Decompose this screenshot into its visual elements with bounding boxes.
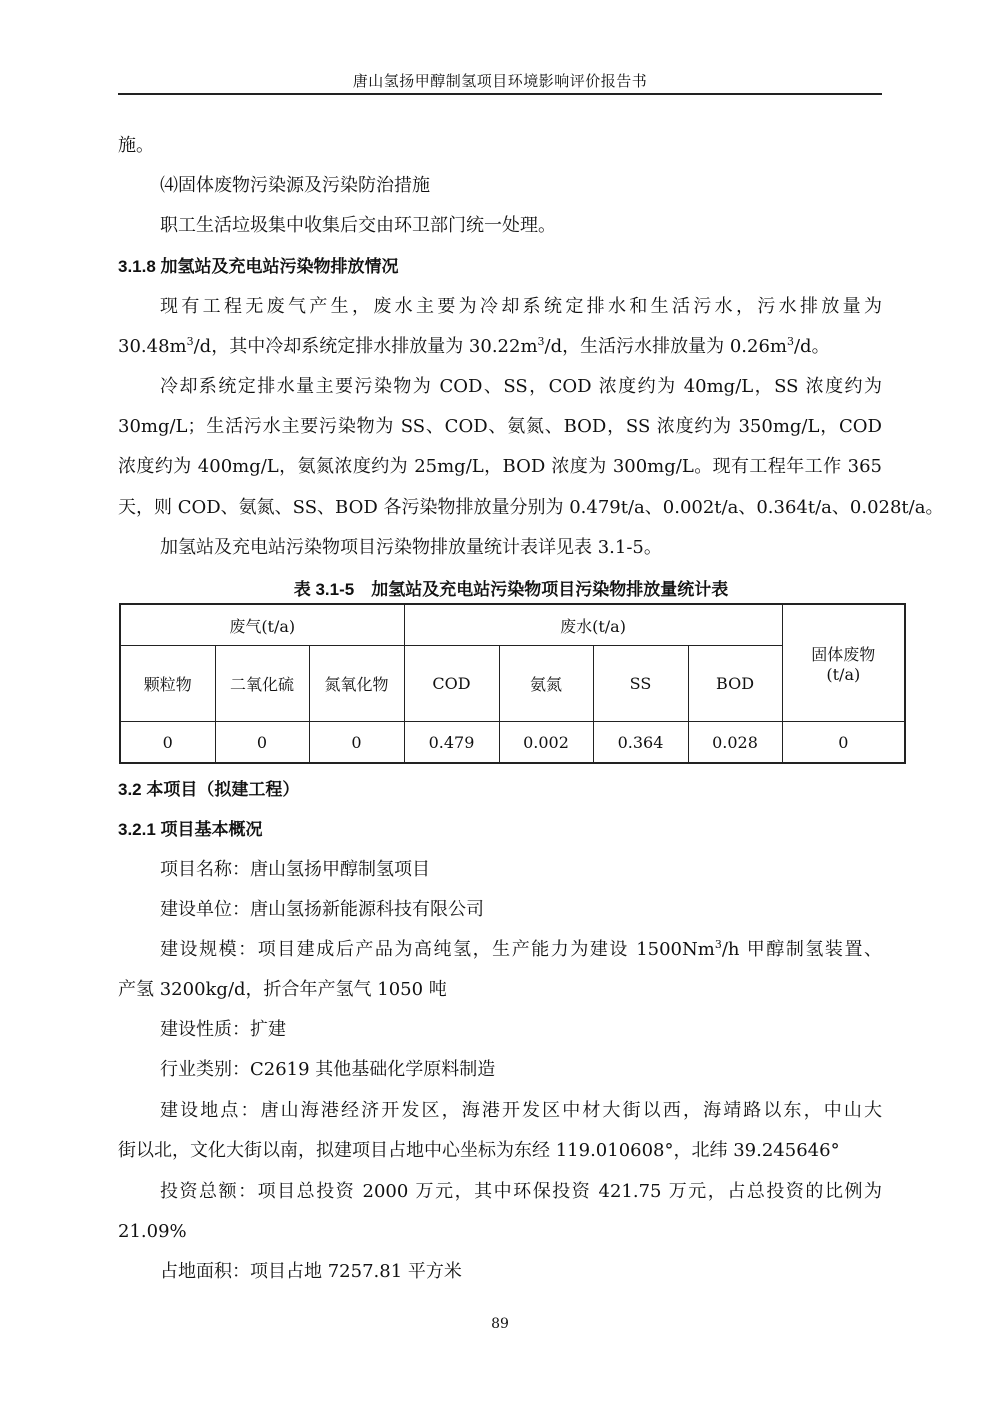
emissions-table bbox=[119, 603, 906, 764]
solid-waste-subtitle: ⑷固体废物污染源及污染防治措施 bbox=[160, 175, 430, 196]
section-heading-3-1-8: 3.1.8 加氢站及充电站污染物排放情况 bbox=[118, 257, 399, 276]
info-industry: 行业类别：C2619 其他基础化学原料制造 bbox=[160, 1059, 496, 1080]
superscript-3: 3 bbox=[786, 335, 794, 348]
section-heading-3-2-1: 3.2.1 项目基本概况 bbox=[118, 820, 263, 839]
info-investment-line1: 投资总额：项目总投资 2000 万元，其中环保投资 421.75 万元，占总投资的比例为 bbox=[160, 1181, 882, 1202]
info-area: 占地面积：项目占地 7257.81 平方米 bbox=[160, 1261, 462, 1282]
page-number: 89 bbox=[491, 1316, 509, 1332]
info-site-line1: 建设地点：唐山海港经济开发区，海港开发区中材大街以西，海靖路以东，中山大 bbox=[160, 1100, 882, 1121]
solid-label-line1: 固体废物 bbox=[811, 645, 876, 664]
col-header: SS bbox=[593, 646, 688, 722]
para2-line1: 冷却系统定排水量主要污染物为 COD、SS，COD 浓度约为 40mg/L，SS 浓度约为 bbox=[160, 376, 882, 397]
info-nature: 建设性质：扩建 bbox=[160, 1019, 286, 1040]
scale-seg-b: /h 甲醇制氢装置、 bbox=[721, 939, 882, 960]
para1-line2 bbox=[118, 335, 882, 359]
table-cell: 0.364 bbox=[593, 722, 688, 764]
section-heading-3-2: 3.2 本项目（拟建工程） bbox=[118, 780, 300, 799]
scale-seg-a: 建设规模：项目建成后产品为高纯氢，生产能力为建设 1500Nm bbox=[160, 939, 715, 960]
col-header: 颗粒物 bbox=[120, 646, 215, 722]
header-cell-solid bbox=[782, 604, 905, 722]
table-cell: 0 bbox=[215, 722, 309, 764]
info-investment-line2: 21.09% bbox=[118, 1221, 187, 1242]
table-row bbox=[120, 722, 905, 764]
superscript-3: 3 bbox=[714, 938, 722, 951]
col-header: 氮氧化物 bbox=[309, 646, 404, 722]
table-cell: 0.479 bbox=[404, 722, 499, 764]
para2-line2: 30mg/L；生活污水主要污染物为 SS、COD、氨氮、BOD，SS 浓度约为 350mg/L，COD bbox=[118, 416, 882, 437]
solid-waste-text: 职工生活垃圾集中收集后交由环卫部门统一处理。 bbox=[160, 215, 556, 236]
header-cell-water: 废水(t/a) bbox=[404, 604, 782, 646]
col-header: 二氧化硫 bbox=[215, 646, 309, 722]
para1-line1: 现有工程无废气产生，废水主要为冷却系统定排水和生活污水，污水排放量为 bbox=[160, 296, 882, 317]
running-header: 唐山氢扬甲醇制氢项目环境影响评价报告书 bbox=[352, 72, 648, 90]
table-cell: 0 bbox=[120, 722, 215, 764]
para2-line4: 天，则 COD、氨氮、SS、BOD 各污染物排放量分别为 0.479t/a、0.002t/a、0.364t/a、0.028t/a。 bbox=[118, 497, 944, 518]
info-site-line2: 街以北，文化大街以南，拟建项目占地中心坐标为东经 119.010608°，北纬 39.245646° bbox=[118, 1140, 840, 1161]
info-scale-line1 bbox=[160, 938, 882, 962]
col-header: COD bbox=[404, 646, 499, 722]
table-cell: 0 bbox=[782, 722, 905, 764]
table-caption: 表 3.1-5 加氢站及充电站污染物项目污染物排放量统计表 bbox=[293, 580, 729, 599]
info-project-name: 项目名称：唐山氢扬甲醇制氢项目 bbox=[160, 859, 430, 880]
col-header: 氨氮 bbox=[499, 646, 593, 722]
table-cell: 0 bbox=[309, 722, 404, 764]
header-cell-gas: 废气(t/a) bbox=[120, 604, 404, 646]
col-header: BOD bbox=[688, 646, 782, 722]
table-header-row-1 bbox=[120, 604, 905, 646]
para1-seg-b: /d，其中冷却系统定排水排放量为 30.22m bbox=[193, 336, 538, 357]
para1-seg-d: /d。 bbox=[793, 336, 830, 357]
superscript-3: 3 bbox=[186, 335, 194, 348]
info-construction-unit: 建设单位：唐山氢扬新能源科技有限公司 bbox=[160, 899, 484, 920]
superscript-3: 3 bbox=[537, 335, 545, 348]
para1-seg-a: 30.48m bbox=[118, 336, 187, 357]
para2-line3: 浓度约为 400mg/L，氨氮浓度约为 25mg/L，BOD 浓度为 300mg/L。现有工程年工作 365 bbox=[118, 456, 882, 477]
header-rule bbox=[118, 93, 882, 95]
table-cell: 0.028 bbox=[688, 722, 782, 764]
para1-seg-c: /d，生活污水排放量为 0.26m bbox=[544, 336, 787, 357]
text-line-shi: 施。 bbox=[118, 135, 154, 156]
solid-label-line2: (t/a) bbox=[826, 665, 861, 684]
info-scale-line2: 产氢 3200kg/d，折合年产氢气 1050 吨 bbox=[118, 979, 447, 1000]
para3-table-reference: 加氢站及充电站污染物项目污染物排放量统计表详见表 3.1-5。 bbox=[160, 537, 662, 558]
table-cell: 0.002 bbox=[499, 722, 593, 764]
